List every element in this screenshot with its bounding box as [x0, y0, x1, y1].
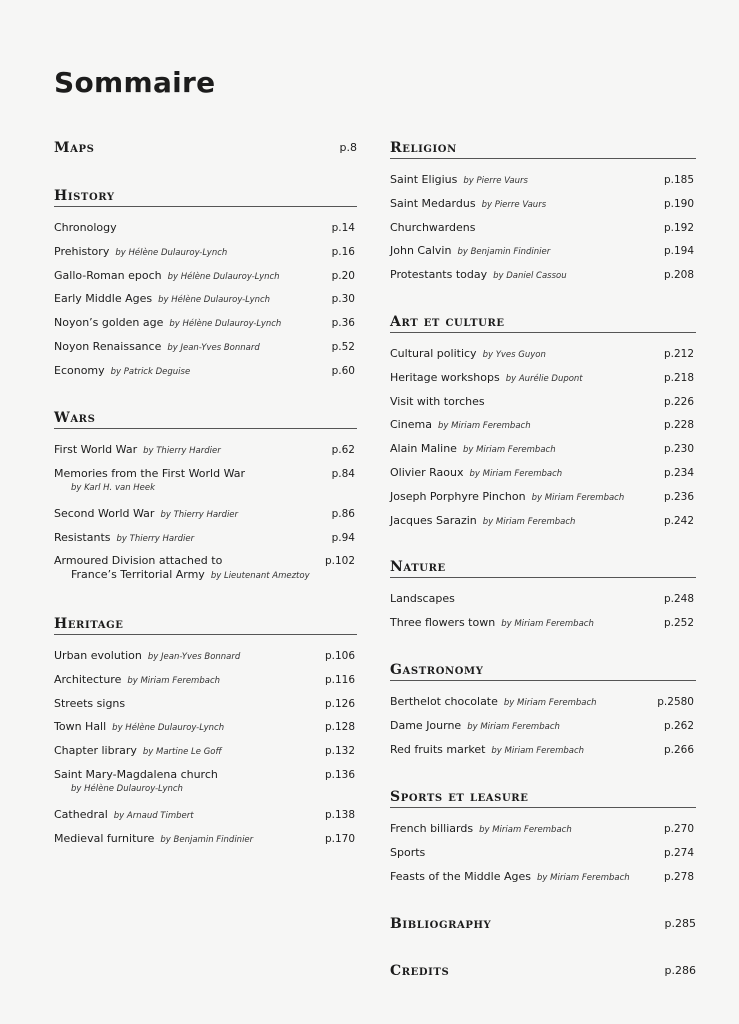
entry-title: Gallo-Roman epoch — [54, 268, 162, 282]
toc-entry[interactable] — [390, 268, 696, 292]
entry-author: by Thierry Hardier — [116, 533, 195, 544]
section-maps — [54, 140, 357, 156]
entry-page: p.14 — [331, 222, 355, 234]
entry-page: p.30 — [331, 293, 355, 306]
entry-author: by Hélène Dulauroy-Lynch — [167, 271, 280, 282]
entry-list — [390, 822, 696, 893]
section-history — [54, 188, 357, 388]
entry-title: Memories from the First World War — [54, 466, 246, 480]
entry-author: by Pierre Vaurs — [481, 199, 547, 210]
toc-entry[interactable] — [54, 720, 357, 744]
page-number: p.286 — [664, 964, 696, 977]
toc-entry[interactable] — [54, 467, 357, 507]
entry-list — [54, 649, 357, 856]
entry-page: p.242 — [663, 514, 694, 527]
entry-author: by Hélène Dulauroy-Lynch — [115, 247, 228, 258]
entry-page: p.138 — [324, 808, 355, 821]
entry-page: p.84 — [331, 467, 355, 480]
entry-page: p.16 — [331, 245, 355, 258]
toc-entry[interactable] — [390, 822, 696, 846]
toc-entry[interactable] — [390, 347, 696, 371]
entry-author: by Miriam Ferembach — [482, 516, 576, 527]
entry-page: p.60 — [331, 364, 355, 377]
entry-title: Feasts of the Middle Ages — [390, 869, 531, 883]
toc-entry[interactable] — [390, 695, 696, 719]
toc-entry[interactable] — [390, 173, 696, 197]
toc-entry[interactable] — [390, 592, 696, 616]
entry-author: by Lieutenant Ameztoy — [210, 571, 310, 582]
section-bibliography — [390, 916, 696, 932]
entry-title: Jacques Sarazin — [390, 513, 477, 527]
entry-author: by Daniel Cassou — [493, 271, 567, 282]
entry-title: Berthelot chocolate — [390, 695, 498, 708]
entry-page: p.126 — [324, 697, 355, 710]
section-heading: Art et culture — [390, 314, 696, 333]
entry-page: p.102 — [324, 555, 355, 568]
toc-entry[interactable] — [54, 744, 357, 768]
entry-title: Second World War — [54, 506, 155, 520]
section-nature — [390, 559, 696, 640]
entry-title: Alain Maline — [390, 442, 457, 456]
toc-entry[interactable] — [54, 649, 357, 673]
section-heading: Nature — [390, 559, 696, 578]
entry-page: p.116 — [324, 673, 355, 686]
entry-page: p.170 — [324, 832, 355, 845]
entry-list — [54, 221, 357, 388]
section-heading: History — [54, 188, 357, 207]
toc-entry[interactable] — [54, 364, 357, 388]
entry-page: p.212 — [663, 348, 694, 360]
entry-page: p.185 — [663, 174, 694, 186]
section-heading: Sports et leasure — [390, 789, 696, 808]
entry-page: p.236 — [663, 490, 694, 503]
entry-title: Noyon’s golden age — [54, 316, 164, 330]
entry-title: Chapter library — [54, 744, 137, 758]
entry-author: by Miriam Ferembach — [501, 618, 594, 629]
entry-title: Dame Journe — [390, 718, 462, 732]
entry-page: p.2580 — [657, 696, 694, 708]
entry-page: p.208 — [663, 269, 694, 282]
entry-title: Landscapes — [390, 592, 455, 605]
entry-title: Saint Eligius — [390, 173, 458, 186]
section-heading: Gastronomy — [390, 662, 696, 681]
toc-entry[interactable] — [54, 673, 357, 697]
entry-title: Chronology — [54, 221, 117, 234]
toc-entry[interactable] — [54, 221, 357, 245]
toc-entry[interactable] — [390, 395, 696, 419]
entry-title: Saint Mary-Magdalena church — [54, 767, 218, 781]
toc-entry[interactable] — [390, 466, 696, 490]
toc-entry[interactable] — [54, 531, 357, 555]
section-wars — [54, 410, 357, 594]
entry-author: by Jean-Yves Bonnard — [147, 652, 241, 662]
section-art-culture — [390, 314, 696, 537]
toc-entry[interactable] — [54, 697, 357, 721]
entry-title-continued: France’s Territorial Army — [71, 568, 205, 582]
entry-title: Armoured Division attached to — [54, 554, 223, 568]
entry-title: Cinema — [390, 418, 432, 432]
entry-page: p.20 — [331, 269, 355, 282]
entry-title: Prehistory — [54, 244, 110, 258]
toc-entry[interactable] — [54, 443, 357, 467]
page-number: p.8 — [339, 141, 357, 154]
section-title: Credits — [390, 963, 450, 979]
entry-author: by Karl H. van Heek — [71, 482, 156, 493]
entry-page: p.266 — [663, 743, 694, 756]
entry-page: p.248 — [663, 593, 694, 605]
entry-page: p.228 — [663, 419, 694, 432]
entry-page: p.94 — [331, 531, 355, 544]
toc-entry[interactable] — [54, 340, 357, 364]
entry-page: p.230 — [663, 443, 694, 456]
entry-author: by Jean-Yves Bonnard — [167, 342, 260, 353]
entry-page: p.132 — [324, 745, 355, 758]
entry-title: Cultural politicy — [390, 347, 477, 360]
entry-title: Economy — [54, 363, 105, 377]
entry-title: Town Hall — [54, 720, 107, 734]
toc-entry[interactable] — [390, 616, 696, 640]
entry-page: p.226 — [663, 395, 694, 408]
entry-page: p.270 — [663, 823, 694, 835]
entry-title: First World War — [54, 443, 138, 456]
section-heading: Heritage — [54, 616, 357, 635]
entry-author: by Miriam Ferembach — [469, 468, 563, 479]
entry-title: Resistants — [54, 530, 111, 544]
entry-author: by Patrick Deguise — [110, 366, 191, 377]
toc-entry[interactable] — [54, 245, 357, 269]
entry-title: Visit with torches — [390, 394, 485, 408]
entry-author: by Hélène Dulauroy-Lynch — [158, 295, 271, 306]
toc-entry[interactable] — [54, 269, 357, 293]
toc-entry[interactable] — [390, 418, 696, 442]
entry-page: p.128 — [324, 721, 355, 734]
entry-page: p.106 — [324, 650, 355, 662]
entry-page: p.252 — [663, 616, 694, 629]
toc-entry[interactable] — [390, 442, 696, 466]
entry-author: by Miriam Ferembach — [467, 721, 560, 732]
entry-list — [390, 695, 696, 766]
entry-title: Olivier Raoux — [390, 465, 464, 479]
entry-author: by Benjamin Findinier — [160, 834, 254, 845]
entry-author: by Miriam Ferembach — [479, 825, 572, 835]
section-heading[interactable] — [54, 140, 357, 156]
entry-author: by Thierry Hardier — [143, 446, 221, 456]
entry-author: by Thierry Hardier — [160, 509, 239, 520]
entry-author: by Benjamin Findinier — [457, 247, 551, 258]
entry-title: Red fruits market — [390, 742, 486, 756]
entry-page: p.190 — [663, 197, 694, 210]
section-sports-leasure — [390, 789, 696, 893]
toc-entry[interactable] — [390, 371, 696, 395]
entry-author: by Miriam Ferembach — [503, 698, 597, 708]
entry-title: Urban evolution — [54, 649, 142, 662]
entry-title: Saint Medardus — [390, 196, 476, 210]
section-gastronomy — [390, 662, 696, 766]
toc-entry[interactable] — [390, 514, 696, 538]
toc-entry[interactable] — [54, 808, 357, 832]
toc-entry[interactable] — [54, 316, 357, 340]
entry-title: Early Middle Ages — [54, 292, 153, 306]
entry-title: Churchwardens — [390, 220, 476, 234]
entry-author: by Hélène Dulauroy-Lynch — [169, 319, 282, 330]
entry-title: Architecture — [54, 672, 122, 686]
entry-title: Joseph Porphyre Pinchon — [390, 489, 526, 503]
entry-author: by Yves Guyon — [482, 350, 546, 360]
page-number: p.285 — [664, 917, 696, 930]
toc-entry[interactable] — [390, 244, 696, 268]
entry-page: p.62 — [331, 444, 355, 456]
entry-page: p.218 — [663, 371, 694, 384]
toc-entry[interactable] — [390, 743, 696, 767]
entry-title: Heritage workshops — [390, 370, 500, 384]
entry-author: by Miriam Ferembach — [462, 445, 556, 456]
toc-entry[interactable] — [390, 197, 696, 221]
toc-entry[interactable] — [390, 870, 696, 894]
entry-page: p.234 — [663, 466, 694, 479]
toc-entry[interactable] — [54, 292, 357, 316]
entry-author: by Miriam Ferembach — [537, 872, 630, 883]
page-title: Sommaire — [54, 66, 216, 99]
section-credits — [390, 963, 696, 979]
entry-page: p.274 — [663, 846, 694, 859]
entry-list — [390, 173, 696, 292]
section-heading: Religion — [390, 140, 696, 159]
entry-title: John Calvin — [390, 244, 452, 258]
section-heritage — [54, 616, 357, 856]
entry-author: by Hélène Dulauroy-Lynch — [71, 783, 183, 794]
toc-entry[interactable] — [54, 554, 357, 594]
entry-author: by Miriam Ferembach — [437, 421, 531, 432]
entry-page: p.36 — [331, 317, 355, 330]
entry-page: p.192 — [663, 221, 694, 234]
toc-entry[interactable] — [390, 719, 696, 743]
entry-list — [54, 443, 357, 594]
entry-author: by Miriam Ferembach — [491, 745, 585, 756]
toc-entry[interactable] — [390, 221, 696, 245]
entry-title: Streets signs — [54, 696, 126, 710]
toc-entry[interactable] — [390, 490, 696, 514]
entry-page: p.52 — [331, 340, 355, 353]
entry-list — [390, 347, 696, 537]
entry-author: by Miriam Ferembach — [127, 675, 221, 686]
section-heading[interactable] — [390, 916, 696, 932]
entry-title: Sports — [390, 845, 426, 859]
section-title: Bibliography — [390, 916, 492, 932]
entry-author: by Martine Le Goff — [142, 747, 222, 758]
entry-title: French billiards — [390, 822, 474, 835]
entry-page: p.262 — [663, 719, 694, 732]
section-heading[interactable] — [390, 963, 696, 979]
entry-page: p.194 — [663, 245, 694, 258]
toc-entry[interactable] — [390, 846, 696, 870]
entry-title: Noyon Renaissance — [54, 339, 162, 353]
entry-page: p.86 — [331, 507, 355, 520]
entry-author: by Hélène Dulauroy-Lynch — [112, 723, 225, 734]
toc-entry[interactable] — [54, 507, 357, 531]
section-religion — [390, 140, 696, 292]
entry-page: p.278 — [663, 870, 694, 883]
entry-title: Cathedral — [54, 807, 108, 821]
entry-author: by Pierre Vaurs — [463, 176, 528, 186]
toc-entry[interactable] — [54, 832, 357, 856]
section-title: Maps — [54, 140, 95, 156]
entry-title: Protestants today — [390, 268, 488, 282]
entry-author: by Aurélie Dupont — [505, 373, 583, 384]
entry-author: by Arnaud Timbert — [113, 810, 194, 821]
toc-entry[interactable] — [54, 768, 357, 808]
entry-page: p.136 — [324, 768, 355, 781]
section-heading: Wars — [54, 410, 357, 429]
entry-title: Three flowers town — [390, 615, 496, 629]
entry-list — [390, 592, 696, 640]
entry-title: Medieval furniture — [54, 831, 155, 845]
entry-author: by Miriam Ferembach — [531, 492, 625, 503]
